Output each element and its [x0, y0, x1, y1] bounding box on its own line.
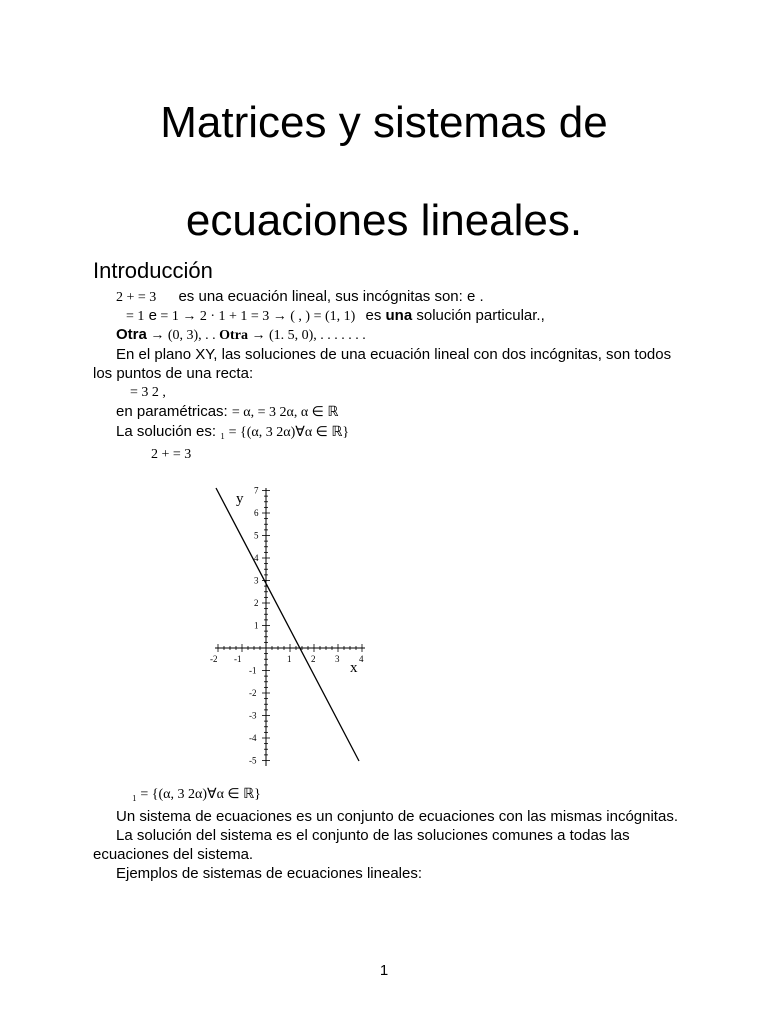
- y-tick-label: -3: [249, 710, 257, 721]
- other-label-1: Otra: [116, 326, 147, 343]
- paragraph-1-line-2: los puntos de una recta:: [93, 365, 254, 382]
- y-tick-label: -5: [249, 755, 257, 766]
- page-number: 1: [379, 962, 389, 979]
- x-tick-label: 1: [287, 654, 292, 664]
- y-axis-label: y: [236, 491, 244, 507]
- other-solutions-line: [116, 326, 366, 345]
- equation-text: es una ecuación lineal, sus incógnitas son: e .: [178, 288, 484, 305]
- paragraph-1-line-1: En el plano XY, las soluciones de una ecuación lineal con dos incógnitas, son todos: [116, 346, 672, 363]
- paragraph-2: Un sistema de ecuaciones es un conjunto de ecuaciones con las mismas incógnitas.: [116, 808, 678, 825]
- line-graph: [195, 478, 395, 778]
- y-tick-label: 5: [254, 530, 259, 541]
- y-tick-label: 4: [254, 553, 259, 563]
- text-part-3: solución particular.,: [412, 307, 545, 324]
- y-tick-label: 3: [254, 575, 259, 586]
- x-axis-label: x: [350, 660, 358, 676]
- equation-math: 2 + = 3: [116, 290, 157, 305]
- other-math-2: → (1. 5, 0), . . . . . . .: [247, 328, 366, 343]
- equation-line-1: [116, 288, 484, 307]
- solution-label: La solución es:: [116, 423, 217, 440]
- y-tick-label: 2: [254, 598, 259, 608]
- other-label-2: Otra: [219, 328, 248, 343]
- math-part-1: = 1: [126, 309, 145, 324]
- other-math-1: → (0, 3), . .: [146, 328, 220, 343]
- y-tick-label: 1: [254, 620, 259, 631]
- graph-equation: 2 + = 3: [151, 447, 192, 462]
- y-tick-label: -2: [249, 688, 257, 698]
- x-tick-label: 3: [335, 654, 340, 664]
- section-heading: Introducción: [93, 258, 213, 283]
- explicit-equation: = 3 2 ,: [130, 385, 166, 400]
- x-tick-label: -1: [234, 654, 242, 664]
- y-ticks: [249, 486, 270, 766]
- parametric-line: [116, 403, 338, 422]
- solution-line-plot: [216, 485, 359, 761]
- text-part-2: es: [365, 307, 386, 324]
- bold-word: una: [385, 307, 413, 324]
- solution-set-repeat: ₁ = {(α, 3 2α)∀α ∈ ℝ}: [132, 787, 261, 802]
- title-line-1: Matrices y sistemas de: [160, 98, 608, 147]
- x-tick-label: 2: [311, 654, 316, 664]
- particular-solution-line: [126, 307, 545, 326]
- solution-math: ₁ = {(α, 3 2α)∀α ∈ ℝ}: [220, 425, 350, 440]
- parametric-math: = α, = 3 2α, α ∈ ℝ: [231, 405, 339, 420]
- y-tick-label: -4: [249, 733, 257, 743]
- y-tick-label: 6: [254, 508, 259, 518]
- paragraph-3-line-2: ecuaciones del sistema.: [93, 846, 254, 863]
- math-part-2: = 1 → 2 · 1 + 1 = 3 → ( , ) = (1, 1): [156, 309, 356, 324]
- paragraph-4: Ejemplos de sistemas de ecuaciones lineales:: [116, 865, 422, 882]
- y-tick-label: 7: [254, 485, 259, 496]
- title-line-2: ecuaciones lineales.: [185, 196, 583, 245]
- parametric-label: en paramétricas:: [116, 403, 228, 420]
- x-ticks: [210, 644, 364, 664]
- solution-line: [116, 423, 349, 442]
- paragraph-3-line-1: La solución del sistema es el conjunto de las soluciones comunes a todas las: [116, 827, 630, 844]
- y-tick-label: -1: [249, 665, 257, 676]
- text-part-1: e: [144, 307, 157, 324]
- x-tick-label: 4: [359, 654, 364, 664]
- x-tick-label: -2: [210, 654, 218, 664]
